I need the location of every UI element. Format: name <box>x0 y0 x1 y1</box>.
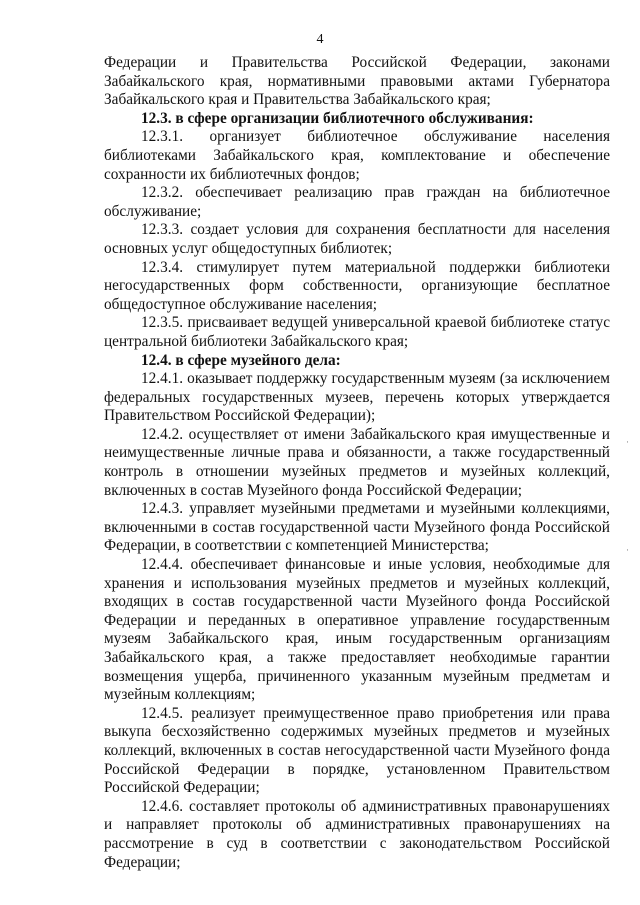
document-paragraph: 12.3.3. создает условия для сохранения бесплатности для населения основных услуг общедоступных библиотек; <box>104 221 610 257</box>
document-paragraph: 12.4.1. оказывает поддержку государственным музеям (за исключением федеральных государственных музеев, перечень которых утверждается Правительством Российской Федерации); <box>104 370 610 425</box>
scan-edge-mark: · <box>626 437 629 447</box>
document-paragraph: Федерации и Правительства Российской Федерации, законами Забайкальского края, нормативными правовыми актами Губернатора Забайкальского края и Правительства Забайкальского края; <box>104 54 610 109</box>
section-heading: 12.4. в сфере музейного дела: <box>141 351 341 369</box>
scan-edge-mark: · <box>626 545 629 555</box>
document-paragraph: 12.4.6. составляет протоколы об административных правонарушениях и направляет протоколы об административных правонарушениях на рассмотрение в суд в соответствии с законодательством Российской Федерации; <box>104 797 610 871</box>
document-paragraph: 12.3.1. организует библиотечное обслуживание населения библиотеками Забайкальского края, комплектование и обеспечение сохранности их библиотечных фондов; <box>104 128 610 183</box>
document-paragraph: 12.3.2. обеспечивает реализацию прав граждан на библиотечное обслуживание; <box>104 184 610 220</box>
page-number: 4 <box>316 32 324 47</box>
document-paragraph: 12.4.5. реализует преимущественное право приобретения или права выкупа бесхозяйственно содержимых музейных предметов и музейных коллекций, включенных в состав негосударственной части Музейного фонда Российской Федерации в порядке, установленном Правительством Российской Федерации; <box>104 704 610 797</box>
document-body <box>104 54 610 872</box>
document-paragraph: 12.4.3. управляет музейными предметами и музейными коллекциями, включенными в состав государственной части Музейного фонда Российской Федерации, в соответствии с компетенцией Министерства; <box>104 500 610 555</box>
document-paragraph: 12.4.2. осуществляет от имени Забайкальского края имущественные и неимущественные личные права и обязанности, а также государственный контроль в отношении музейных предметов и музейных коллекций, включенных в состав Музейного фонда Российской Федерации; <box>104 425 610 499</box>
document-paragraph: 12.3.5. присваивает ведущей универсальной краевой библиотеке статус центральной библиотеки Забайкальского края; <box>104 314 610 350</box>
document-paragraph: 12.4.4. обеспечивает финансовые и иные условия, необходимые для хранения и использования музейных предметов и музейных коллекций, входящих в состав государственной части Музейного фонда Российской Федерации и переданных в оперативное управление государственным музеям Забайкальского края, иным государственным организациям Забайкальского края, а также предоставляет необходимые гарантии возмещения ущерба, причиненного указанным музейным предметам и музейным коллекциям; <box>104 556 610 704</box>
section-heading: 12.3. в сфере организации библиотечного обслуживания: <box>141 109 534 127</box>
document-paragraph: 12.3.4. стимулирует путем материальной поддержки библиотеки негосударственных форм собственности, организующие бесплатное общедоступное обслуживание населения; <box>104 258 610 313</box>
